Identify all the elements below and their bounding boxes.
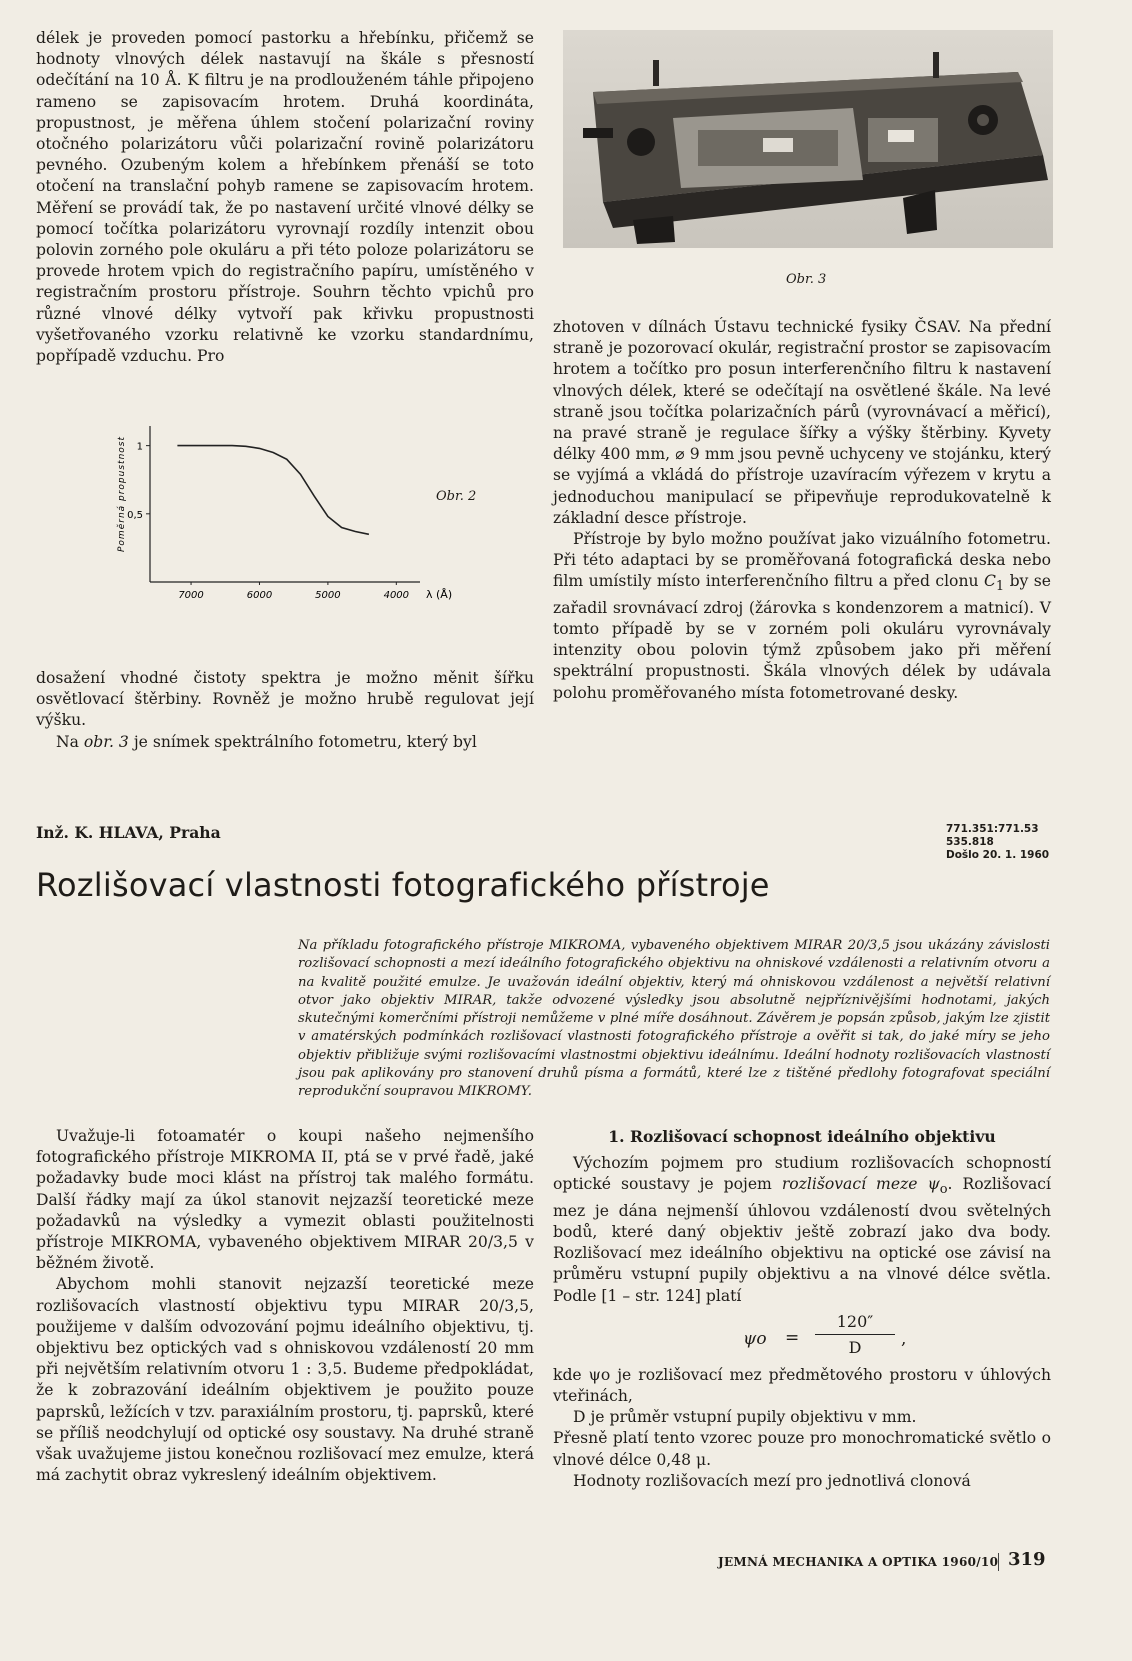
term: rozlišovací meze ψ xyxy=(781,1175,940,1194)
y-tick-label: 0,5 xyxy=(127,509,143,521)
paragraph xyxy=(553,1153,1051,1307)
paragraph: dosažení vhodné čistoty spektra je možno měnit šířku osvětlovací štěrbiny. Rovněž je možno hrubě regulovat její výšku. xyxy=(36,669,534,730)
formula xyxy=(553,1311,1051,1361)
paragraph xyxy=(36,732,534,753)
paragraph: zhotoven v dílnách Ústavu technické fysiky ČSAV. Na přední straně je pozorovací okulár, registrační prostor se zapisovacím hrotem a točítko pro posun interferenčního filtru k nastavení vlnových délek, které se odečítají na osvětlené škále. Na levé straně jsou točítka polarizačních párů (vyrovnávací a měřicí), na pravé straně je regulace šířky a výšky štěrbiny. Kyvety délky 400 mm, ⌀ 9 mm jsou pevně uchyceny ve stojánku, který se vyjímá a vkládá do přístroje uzavíracím výřezem v krytu a jednoduchou manipulací se připevňuje reprodukovatelně k základní desce přístroje. xyxy=(553,318,1051,527)
x-tick-label: 7000 xyxy=(178,590,204,601)
article-abstract: Na příkladu fotografického přístroje MIKROMA, vybaveného objektivem MIRAR 20/3,5 jsou ukázány závislosti rozlišovací schopnosti a mezí ideálního fotografického objektivu na ohniskové vzdálenosti a relativním otvoru a na kvalitě použité emulze. Je uvažován ideální objektiv, který má ohniskovou vzdálenost a největší relativní otvor jako objektiv MIRAR, takže odvozené výsledky jsou absolutně nejpříznivějšími hodnotami, jakých skutečnými komerčními přístroji nemůžeme v plné míře dosáhnout. Závěrem je popsán způsob, jakým lze zjistit v amatérských podmínkách rozlišovací vlastnosti fotografického přístroje a ověřit si tak, do jaké míry se jeho objektiv přibližuje svými rozlišovacími vlastnostmi objektivu ideálnímu. Ideální hodnoty rozlišovacích vlastností jsou pak aplikovány pro stanovení druhů písma a formátů, které lze z tištěné předlohy fotografovat speciální reprodukční soupravou MIKROMY. xyxy=(298,938,1050,1100)
formula-equals: = xyxy=(785,1327,800,1348)
y-tick-label: 1 xyxy=(136,441,143,453)
figure-reference: obr. 3 xyxy=(83,732,129,751)
page-number: 319 xyxy=(1008,1549,1046,1570)
text-run: je snímek spektrálního fotometru, který byl xyxy=(128,732,477,751)
text-column-top-left xyxy=(36,28,534,367)
subscript: o xyxy=(939,1182,948,1198)
udc-code: 535.818 xyxy=(946,836,994,848)
paragraph: D je průměr vstupní pupily objektivu v mm. xyxy=(573,1408,917,1427)
footer-divider xyxy=(998,1553,999,1571)
formula-lhs: ψo xyxy=(743,1328,767,1349)
paragraph: délek je proveden pomocí pastorku a hřebínku, přičemž se hodnoty vlnových délek nastavují na škále s přesností odečítání na 10 Å. K filtru je na prodlouženém táhle připojeno rameno se zapisovacím hrotem. Druhá koordináta, propustnost, je měřena úhlem stočení polarizační roviny otočného polarizátoru vůči polarizační rovině polarizátoru pevného. Ozubeným kolem a hřebínkem přenáší se toto otočení na translační pohyb ramene se zapisovacím hrotem. Měření se provádí tak, že po nastavení určité vlnové délky se pomocí točítka polarizátoru vyrovnají rozdíly intenzit obou polovin zorného pole okuláru a při této poloze polarizátoru se provede hrotem vpich do registračního papíru, umístěného v registračním prostoru přístroje. Souhrn těchto vpichů pro různé vlnové délky vytvoří pak křivku propustnosti vyšetřovaného vzorku relativně ke vzorku standardnímu, popřípadě vzduchu. Pro xyxy=(36,29,534,366)
paragraph xyxy=(553,529,1051,704)
text-run: . Rozlišovací mez je dána nejmenší úhlovou vzdáleností dvou světelných bodů, které daný objektiv ještě zobrazí jako dva body. Rozlišovací mez ideálního objektivu na optické ose závisí na průměru vstupní pupily objektivu a na vlnové délce světla. Podle [1 – str. 124] platí xyxy=(553,1175,1052,1305)
formula-fraction xyxy=(815,1311,895,1358)
figure-2-caption: Obr. 2 xyxy=(436,489,477,504)
udc-block xyxy=(946,823,1049,862)
journal-footer: JEMNÁ MECHANIKA A OPTIKA 1960/10 xyxy=(718,1555,999,1569)
article-column-right xyxy=(553,1126,1051,1492)
text-run: Výchozím pojmem pro studium rozlišovacích schopností optické soustavy je pojem xyxy=(553,1154,1051,1194)
x-tick-label: 5000 xyxy=(315,590,341,601)
paragraph: Abychom mohli stanovit nejzazší teoretické meze rozlišovacích vlastností objektivu typu MIRAR 20/3,5, použijeme v dalším odvozování pojmu ideálního objektivu, tj. objektivu bez optických vad s ohniskovou vzdáleností 20 mm při největším relativním otvoru 1 : 3,5. Budeme předpokládat, že k zobrazování ideálním objektivem je použito pouze paprsků, ležících v tzv. paraxiálním prostoru, tj. paprsků, které se příliš neodchylují od optické osy soustavy. Na druhé straně však uvažujeme jistou konečnou rozlišovací mez emulze, která má zachytit obraz vykreslený ideálním objektivem. xyxy=(36,1275,534,1485)
paragraph: kde ψo je rozlišovací mez předmětového prostoru v úhlových vteřinách, xyxy=(553,1365,1051,1405)
article-column-left xyxy=(36,1126,534,1486)
text-run: Na xyxy=(56,732,84,751)
formula-numerator: 120″ xyxy=(815,1311,895,1335)
text-column-top-right xyxy=(553,317,1051,704)
text-run: by se zařadil srovnávací zdroj (žárovka s kondenzorem a matnicí). V tomto případě by se v zorném poli okuláru vyrovnávaly intenzity obou polovin týmž způsobem jako při měření spektrální propustnosti. Škála vlnových délek by udávala polohu proměřovaného místa fotometrované desky. xyxy=(553,572,1051,702)
text-run: Přístroje by bylo možno používat jako vizuálního fotometru. Při této adaptaci by se proměřovaná fotografická deska nebo film umístily místo interferenčního filtru a před clonu xyxy=(553,530,1051,591)
paragraph: Hodnoty rozlišovacích mezí pro jednotlivá clonová xyxy=(573,1471,971,1490)
text-column-bottom-left xyxy=(36,668,534,753)
x-tick-label: 4000 xyxy=(383,590,410,601)
x-axis-label: λ (Å) xyxy=(426,588,453,601)
paragraph: Uvažuje-li fotoamatér o koupi našeho nejmenšího fotografického přístroje MIKROMA II, ptá se v prvé řadě, jaké požadavky bude moci klást na přístroj tak malého formátu. Další řádky mají za úkol stanovit nejzazší teoretické meze požadavků na výsledky a vymezit oblasti použitelnosti přístroje MIKROMA, vybaveného objektivem MIRAR 20/3,5 v běžném životě. xyxy=(36,1127,534,1273)
section-heading: 1. Rozlišovací schopnost ideálního objektivu xyxy=(608,1127,996,1146)
formula-denominator: D xyxy=(848,1337,862,1357)
figure-3-photo xyxy=(563,30,1053,248)
subscript: 1 xyxy=(995,579,1005,595)
x-tick-label: 6000 xyxy=(246,590,273,601)
formula-comma: , xyxy=(901,1328,907,1349)
figure-3-caption: Obr. 3 xyxy=(786,272,827,287)
paragraph: Přesně platí tento vzorec pouze pro monochromatické světlo o vlnové délce 0,48 μ. xyxy=(553,1429,1051,1469)
received-date: Došlo 20. 1. 1960 xyxy=(946,849,1050,861)
transmission-curve xyxy=(177,446,369,535)
article-title: Rozlišovací vlastnosti fotografického přístroje xyxy=(36,866,770,904)
udc-code: 771.351:771.53 xyxy=(946,823,1039,835)
symbol-c: C xyxy=(983,572,996,591)
article-author: Inž. K. HLAVA, Praha xyxy=(36,823,221,842)
figure-2-chart xyxy=(117,410,453,640)
y-axis-label: Poměrná propustnost xyxy=(117,435,127,552)
